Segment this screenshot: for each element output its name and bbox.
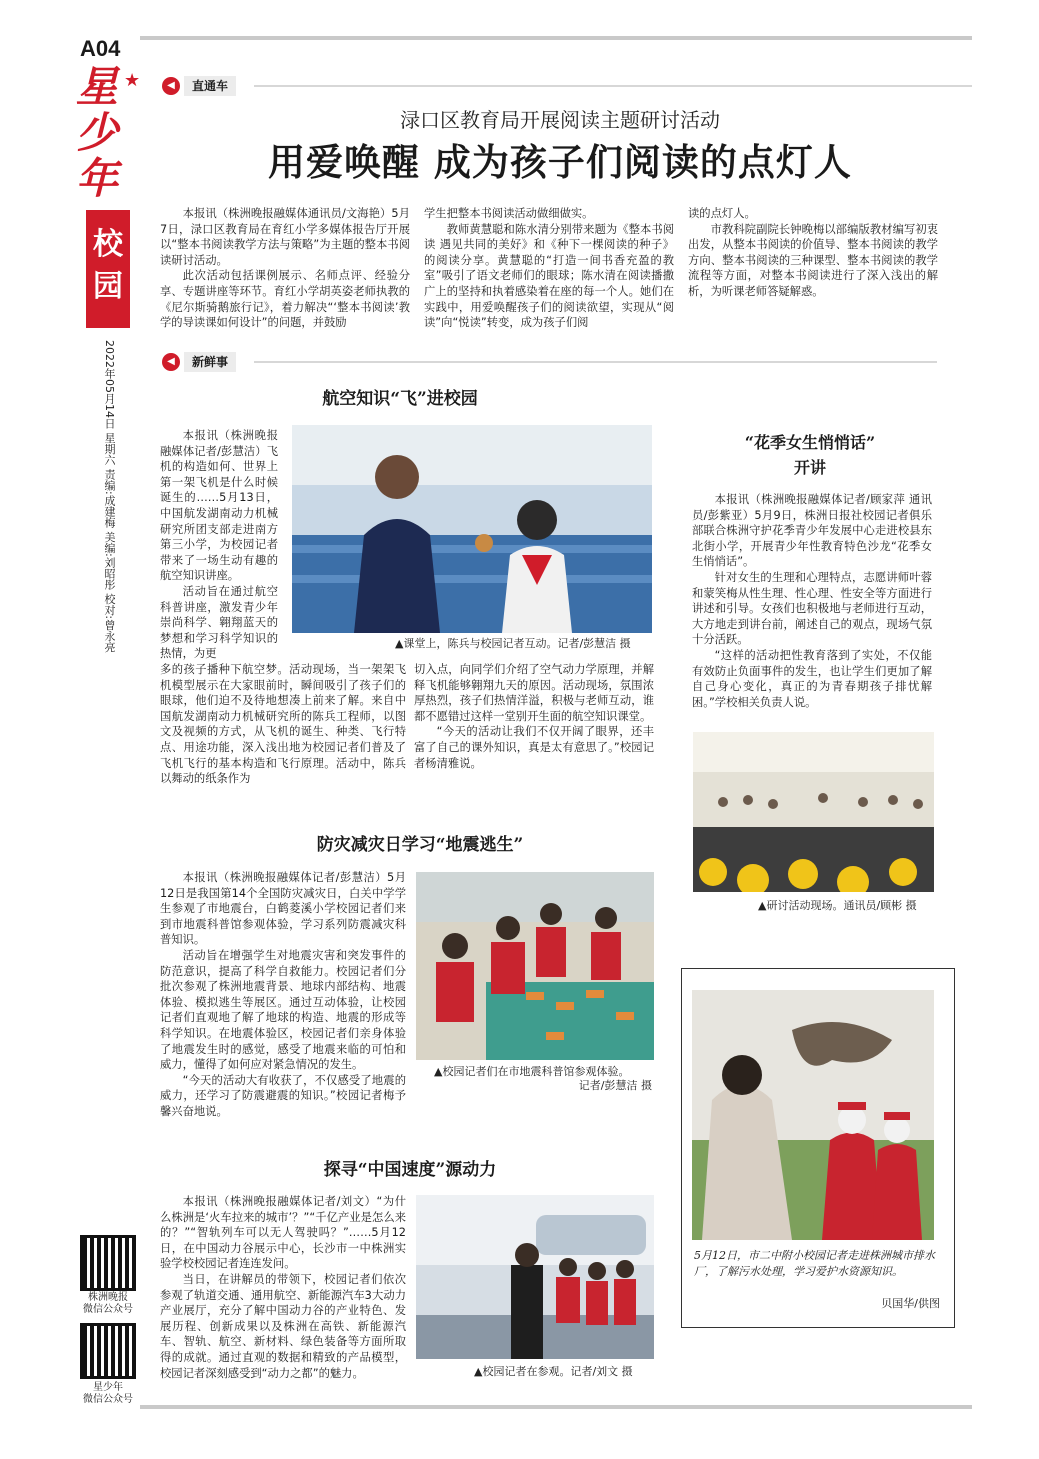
photo-caption: ▲研讨活动现场。通讯员/顾彬 摄 <box>758 899 917 912</box>
article4-body <box>160 870 406 1120</box>
article5-body <box>160 1194 406 1381</box>
article3-body <box>692 492 932 710</box>
qr-label <box>72 1382 144 1406</box>
date-line: 2022年05月14日 星期六 责编:成建梅 美编:刘昭彤 校对:曾永亮 <box>103 340 116 653</box>
photo-drainage-plant <box>692 990 934 1240</box>
paragraph: 本报讯（株洲晚报融媒体记者/刘文）“为什么株洲是‘火车拉来的城市’？”“千亿产业是怎么来的？”“智轨列车可以无人驾驶吗？”……5月12日，在中国动力谷展示中心，长沙市一中株洲实验学校校园记者连连发问。 <box>160 1195 406 1271</box>
boxed-photo-credit: 贝国华/供图 <box>881 1297 940 1310</box>
article3-title-line1: “花季女生悄悄话” <box>744 433 876 452</box>
section-header-2 <box>162 352 937 372</box>
photo-credit: 记者/彭慧洁 摄 <box>578 1079 652 1092</box>
paragraph: 本报讯（株洲晚报融媒体记者/彭慧洁）5月12日是我国第14个全国防灾减灾日，白关中学学生参观了市地震台，白鹤菱溪小学校园记者们来到市地震科普馆参观体验，学习系列防震减灾科普知识。 <box>160 871 406 947</box>
article4-title: 防灾减灾日学习“地震逃生” <box>316 835 524 855</box>
paragraph: 学生把整本书阅读活动做细做实。 <box>424 207 594 220</box>
section-vertical-tab: 校园 <box>86 210 130 328</box>
section-rule <box>254 361 937 363</box>
paragraph: 此次活动包括课例展示、名师点评、经验分享、专题讲座等环节。育红小学胡英姿老师执教的《尼尔斯骑鹅旅行记》，着力解决“‘整本书阅读’教学的导读课如何设计”的问题，并鼓励 <box>160 269 410 330</box>
top-rule <box>140 36 972 40</box>
paragraph: 多的孩子播种下航空梦。活动现场，当一架架飞机模型展示在大家眼前时，瞬间吸引了孩子们的眼球，他们迫不及待地想凑上前来了解。来自中国航发湖南动力机械研究所的陈兵工程师，以图文及视频的方式，从飞机的诞生、种类、飞行特点、用途功能，深入浅出地为校园记者们普及了飞机飞行的基本构造和飞行原理。活动中，陈兵以舞动的纸条作为 <box>160 663 406 786</box>
qr-label-line: 株洲晚报 <box>88 1292 128 1303</box>
section-tag: 新鲜事 <box>184 352 236 372</box>
paragraph: 市教科院副院长钟晚梅以部编版教材编写初衷出发，从整本书阅读的价值导、整本书阅读的教学方向、整本书阅读的三种课型、整本书阅读的教学流程等方面，对整本书阅读进行了深入浅出的解析，为听课老师答疑解惑。 <box>688 222 938 298</box>
paragraph: 针对女生的生理和心理特点，志愿讲师叶蓉和蒙笑梅从性生理、性心理、性安全等方面进行讲述和引导。女孩们也积极地与老师进行互动，大方地走到讲台前，阐述自己的观点，现场气氛十分活跃。 <box>692 570 932 647</box>
paragraph: 读的点灯人。 <box>688 207 756 220</box>
photo-caption: ▲校园记者们在市地震科普馆参观体验。 <box>434 1065 630 1078</box>
paragraph: “今天的活动让我们不仅开阔了眼界，还丰富了自己的课外知识，真是太有意思了。”校园记者杨清雅说。 <box>414 725 654 770</box>
logo-star-icon: ★ <box>124 70 141 91</box>
paragraph: 活动旨在增强学生对地震灾害和突发事件的防范意识，提高了科学自救能力。校园记者们分批次参观了株洲地震背景、地球内部结构、地震体验、模拟逃生等展区。通过互动体验，让校园记者们直观地了解了地球的构造、地震的形成等科学知识。在地震体验区，校园记者们亲身体验了地震发生时的感觉，感受了地震来临的可怕和威力，懂得了如何应对紧急情况的发生。 <box>160 948 406 1072</box>
article5-title: 探寻“中国速度”源动力 <box>323 1160 497 1180</box>
article1-subtitle: 渌口区教育局开展阅读主题研讨活动 <box>400 108 720 132</box>
paragraph: “这样的活动把性教育落到了实处，不仅能有效防止负面事件的发生，也让学生们更加了解自己身心变化，真正的为青春期孩子排忧解困。”学校相关负责人说。 <box>692 648 932 709</box>
article2-lead <box>160 428 278 662</box>
article1-col3 <box>688 206 938 300</box>
boxed-photo-caption: 5月12日，市二中附小校园记者走进株洲城市排水厂，了解污水处理，学习爱护水资源知识。 <box>694 1249 935 1278</box>
photo-drainage-plant-image <box>692 990 934 1240</box>
qr-label-line: 星少年 <box>93 1382 123 1393</box>
paragraph: 本报讯（株洲晚报融媒体通讯员/文海艳）5月7日，渌口区教育局在育红小学多媒体报告厅开展以“整本书阅读教学方法与策略”为主题的整本书阅读研讨活动。 <box>160 207 410 267</box>
photo-aviation-class-image <box>292 425 652 633</box>
paragraph: 活动旨在通过航空科普讲座，激发青少年崇尚科学、翱翔蓝天的梦想和学习科学知识的热情，为更 <box>160 584 278 661</box>
article1-col2 <box>424 206 674 331</box>
section-dot-icon: ◀ <box>162 353 180 371</box>
article2-col-a <box>160 662 406 787</box>
paragraph: 切入点，向同学们介绍了空气动力学原理，并解释飞机能够翱翔九天的原因。活动现场，氛围浓厚热烈，孩子们热情洋溢，积极与老师互动，谁都不愿错过这样一堂别开生面的航空知识课堂。 <box>414 663 654 723</box>
section-dot-icon: ◀ <box>162 77 180 95</box>
qr-label-line: 微信公众号 <box>83 1394 133 1405</box>
article2-col-b <box>414 662 654 771</box>
article2-title: 航空知识“飞”进校园 <box>322 389 478 409</box>
section-header-1 <box>162 76 972 96</box>
qr-code-icon[interactable] <box>80 1235 136 1291</box>
paragraph: 本报讯（株洲晚报融媒体记者/彭慧洁）飞机的构造如何、世界上第一架飞机是什么时候诞生的……5月13日，中国航发湖南动力机械研究所团支部走进南方第三小学，为校园记者带来了一场生动有趣的航空知识讲座。 <box>160 429 278 583</box>
paragraph: 教师黄慧聪和陈水清分别带来题为《整本书阅读 遇见共同的美好》和《种下一棵阅读的种子》的阅读分享。黄慧聪的“打造一间书香充盈的教室”吸引了语文老师们的眼球；陈水清在阅读播撒广上的坚持和执着感染着在座的每一个人。她们在实践中，用爱唤醒孩子们的阅读欲望，实现从“阅读”向“悦读”转变，成为孩子们阅 <box>424 222 674 330</box>
photo-earthquake-image <box>416 872 654 1060</box>
photo-earthquake <box>416 872 654 1060</box>
qr-code-icon[interactable] <box>80 1323 136 1379</box>
section-tag: 直通车 <box>184 76 236 96</box>
article1-col1 <box>160 206 410 331</box>
qr-label-line: 微信公众号 <box>83 1304 133 1315</box>
paragraph: 本报讯（株洲晚报融媒体记者/顾家萍 通讯员/彭紫亚）5月9日，株洲日报社校园记者俱乐部联合株洲守护花季青少年发展中心走进校县东北街小学，开展青少年性教育特色沙龙“花季女生悄悄话”。 <box>692 493 932 569</box>
bottom-rule <box>140 1405 972 1409</box>
article1-headline: 用爱唤醒 成为孩子们阅读的点灯人 <box>268 140 852 184</box>
section-rule <box>254 85 972 87</box>
photo-caption: ▲课堂上，陈兵与校园记者互动。记者/彭慧洁 摄 <box>395 637 631 650</box>
photo-seminar <box>693 732 934 892</box>
photo-power-valley-image <box>416 1195 654 1359</box>
photo-power-valley <box>416 1195 654 1359</box>
brand-logo: 星少年 <box>76 62 119 203</box>
qr-label <box>72 1292 144 1316</box>
photo-seminar-image <box>693 732 934 892</box>
paragraph: “今天的活动大有收获了，不仅感受了地震的威力，还学习了防震避震的知识。”校园记者梅予馨兴奋地说。 <box>160 1073 406 1118</box>
paragraph: 当日，在讲解员的带领下，校园记者们依次参观了轨道交通、通用航空、新能源汽车3大动力产业展厅，充分了解中国动力谷的产业特色、发展历程、创新成果以及株洲在高铁、新能源汽车、智轨、航空、新材料、绿色装备等方面所取得的成就。通过直观的数据和精致的产品模型，校园记者深刻感受到“动力之都”的魅力。 <box>160 1272 406 1380</box>
article3-title-line2: 开讲 <box>793 458 826 477</box>
photo-aviation-class <box>292 425 652 633</box>
page-number: A04 <box>80 36 121 61</box>
photo-caption: ▲校园记者在参观。记者/刘文 摄 <box>474 1365 633 1378</box>
